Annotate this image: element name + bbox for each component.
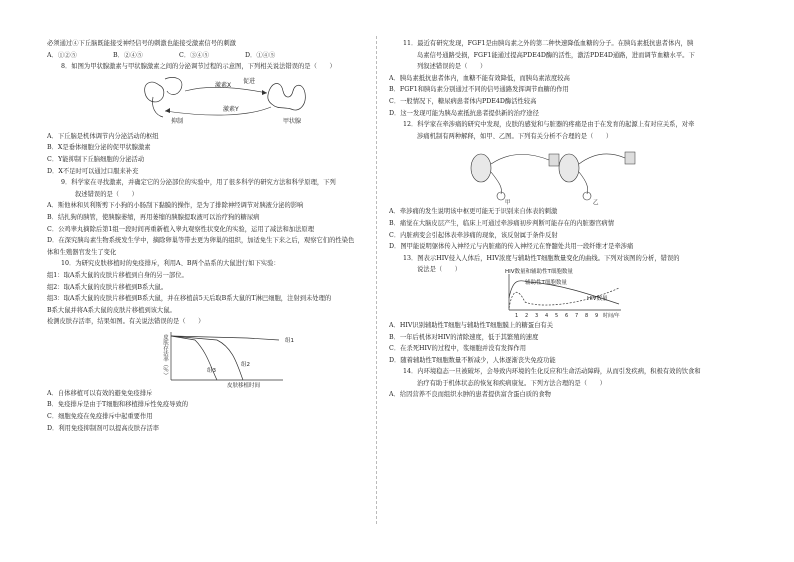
q10-option-d: D．利用免疫抑制剂可以提高皮肤存活率 (47, 424, 160, 432)
x-axis-label-13: 时间/年 (603, 312, 620, 319)
arrow-head-promote (262, 90, 267, 95)
q7-option-c: C．③④⑤ (179, 51, 210, 59)
q9-stem-1: 9．科学家在寻找激素，并确定它的分泌部位的实验中，用了很多科学的研究方法和科学原理，下列 (61, 179, 336, 187)
q10-group-2: 组2：取A系大鼠的皮肤片移植到B系大鼠。 (47, 283, 168, 291)
q9-option-c: C．公鸡睾丸摘除后第1组一段时间再重新植入睾丸观察性状变化的实验，运用了减法和加法原理 (47, 225, 314, 233)
q8-option-b: B．X是垂体细胞分泌的促甲状腺激素 (47, 144, 151, 152)
q11-stem-1: 11．最近有研究发现，FGF1是由胰岛素之外的第二种快速降低血糖的分子。在胰岛素抵抗患者体内，胰 (403, 40, 694, 47)
q8-option-d: D．X不足时可以通过口服来补充 (47, 167, 139, 175)
q7-option-b: B．②④⑤ (113, 51, 143, 59)
tick-6: 6 (565, 312, 569, 319)
q11-option-b: B．FGF1和胰岛素分别通过不同的信号通路发挥调节血糖的作用 (389, 86, 569, 94)
q12-stem-2: 涉痛机制有两种解释，如甲、乙图。下列有关分析不合理的是（ ） (417, 132, 613, 140)
q8-option-c: C．Y能抑制下丘脑细胞的分泌活动 (47, 155, 145, 163)
q12-figure (389, 142, 734, 206)
q14-stem-1: 14．内环境稳态一旦被破坏，会导致内环境的生化反应和生命活动障碍，从而引发疾病，积极有效的饮食和 (403, 368, 701, 376)
tick-7: 7 (575, 312, 579, 319)
q9-stem-2: 叙述错误的是（ ） (75, 190, 138, 198)
q11-option-a: A．胰岛素抵抗患者体内，血糖不能有效降低，而胰岛素浓度较高 (389, 74, 570, 82)
hiv-t-cell-chart (389, 268, 734, 320)
q12-option-d: D．图甲能说明躯体传入神经元与内脏痛的传入神经元在脊髓处共用一段纤维才是牵涉痛 (389, 243, 634, 251)
q9-option-d-cont: 体和生殖器官发生了变化 (47, 248, 117, 256)
hypothalamus-shape (165, 77, 182, 94)
nerve-a-2 (491, 172, 502, 194)
spinal-cord-a (471, 154, 491, 182)
tick-8: 8 (585, 312, 589, 319)
q8-stem: 8．如图为甲状腺激素与甲状腺激素之间的分泌调节过程的示意图，下列相关说法错误的是（ ） (61, 63, 336, 71)
q14-stem-2: 治疗有助于机体状态的恢复和疾病康复。下列方法合理的是（ ） (417, 379, 606, 387)
skin-b (625, 152, 635, 164)
nerve-b-2 (579, 172, 588, 194)
tick-3: 3 (535, 312, 539, 319)
label-group-1: 组1 (285, 337, 294, 344)
spinal-cord-b (559, 154, 579, 182)
label-group-2: 组2 (241, 361, 250, 368)
x-axis-label: 皮肤移植时间 (227, 382, 261, 388)
q7-option-d: D．①④⑤ (245, 51, 276, 59)
q11-stem-3: 列叙述错误的是（ ） (417, 63, 487, 71)
skin-survival-chart (47, 328, 367, 388)
label-group-3: 组3 (207, 367, 216, 374)
q11-stem-2: 岛素信号通路受损，FGF1能通过提高PDE4D酶的活性，激活PDE4D通路，进而调节血糖水平。下 (417, 51, 695, 59)
q9-option-d: D．在深究胰岛素生物系统发生学中，摘除卵巢等带去更为卵巢的组织，加适免生下来之后，观察它们的性染色 (47, 237, 355, 245)
q8-figure (47, 73, 367, 131)
q10-stem-2: 检测皮肤存活率，结果如图。有关说法错误的是（ ） (47, 318, 205, 326)
pituitary-shape (145, 82, 164, 102)
thyroid-gland-shape (268, 83, 306, 110)
q7-option-a: A．①②⑤ (47, 51, 77, 59)
tick-5: 5 (555, 312, 559, 319)
q10-figure (47, 328, 367, 388)
left-column (47, 38, 367, 434)
label-hormone-y: 激素Y (223, 105, 239, 113)
q13-stem-2: 说法是（ ） (417, 266, 462, 274)
tick-2: 2 (525, 312, 529, 319)
label-inhibit: 抑制 (171, 117, 184, 125)
q9-option-a: A．斯他林和贝利斯剪下小狗的小肠刮下黏膜的操作，是为了排除神经调节对胰液分泌的影响 (47, 202, 304, 210)
q9-option-b: B．结扎狗的胰管，使胰腺萎缩，再用萎缩的胰腺提取液可以治疗狗的糖尿病 (47, 213, 260, 221)
q10-option-b: B．免疫排斥是由于T细胞和移植排斥性免疫导致的 (47, 401, 189, 409)
tick-9: 9 (595, 312, 599, 319)
label-fig-a: 甲 (505, 200, 511, 207)
tick-1: 1 (515, 312, 519, 319)
label-hormone-x: 激素X (215, 81, 232, 89)
q10-group-3-cont: B系大鼠并将A系大鼠的皮肤片移植到该大鼠。 (47, 306, 176, 314)
column-divider (376, 36, 377, 524)
nerve-a-1 (491, 155, 549, 165)
tick-4: 4 (545, 312, 549, 319)
skin-a (549, 154, 559, 166)
right-column (389, 38, 734, 401)
q10-option-c: C．细胞免疫在免疫排斥中起重要作用 (47, 413, 153, 421)
q11-option-c: C．一般情况下，糖尿病患者体内PDE4D酶活性较高 (389, 97, 537, 105)
label-thyroid: 甲状腺 (283, 117, 302, 125)
label-promote: 促进 (243, 77, 256, 85)
q12-stem-1: 12．科学家在牵涉痛的研究中发现，皮肤的感觉和与脏器的疼痛是由于在发育的起源上有对应关系，对牵 (403, 121, 695, 129)
q10-group-1: 组1：取A系大鼠的皮肤片移植到自身的另一部位。 (47, 271, 188, 279)
arrow-inhibit (165, 107, 271, 115)
q13-option-a: A．HIV识别辅助性T细胞与辅助性T细胞膜上的糖蛋白有关 (389, 321, 554, 329)
line-group-1 (171, 336, 279, 340)
q7-options (47, 50, 367, 62)
q7-tail: 必须通过④下丘脑既能接受神经信号的刺激也能接受激素信号的刺激 (47, 40, 236, 47)
q10-group-3: 组3：取A系大鼠的皮肤片移植到B系大鼠，并在移植前5天后取B系大鼠的T淋巴细胞，注射到未处理的 (47, 295, 332, 303)
q10-option-a: A．自体移植可以有效的避免免疫排斥 (47, 389, 153, 397)
label-t-cells: 辅助性T细胞数量 (525, 279, 567, 286)
thyroid-feedback-diagram (47, 73, 367, 131)
nerve-b-1 (579, 154, 625, 164)
referred-pain-diagram (389, 142, 734, 206)
q12-option-b: B．痛觉在大脑皮层产生，临床上可通过牵涉痛初步判断可能存在的内脏器官病情 (389, 219, 615, 227)
q13-option-b: B．一年后机体对HIV的清除速度，低于其繁殖的速度 (389, 333, 539, 341)
y-axis-label: 皮肤存活率（％） (162, 333, 168, 378)
q12-option-a: A．牵涉痛的发生说明该中枢更可能无于识别来自体表的刺激 (389, 208, 558, 216)
label-fig-b: 乙 (593, 200, 599, 207)
q11-option-d: D．这一发现可能为胰岛素抵抗患者提供新的治疗途径 (389, 109, 539, 117)
q13-figure (389, 268, 734, 320)
q12-option-c: C．内脏病变会引起体表牵涉痛的现象，该反射属于条件反射 (389, 231, 558, 239)
chart-13-title: HIV数量和辅助性T细胞数量 (505, 268, 573, 275)
q13-option-c: C．在杀死HIV的过程中，浆细胞并没有发挥作用 (389, 345, 526, 353)
stalk-shape (152, 97, 163, 117)
q14-option-a: A．给因营养不良而组织水肿的患者提供富含蛋白质的食物 (389, 391, 551, 399)
q8-option-a: A．下丘脑是机体调节内分泌活动的枢纽 (47, 132, 159, 140)
arrow-head-inhibit (165, 108, 170, 113)
label-hiv: HIV数量 (587, 295, 608, 302)
x-ticks-13 (515, 313, 598, 319)
q13-option-d: D．随着辅助性T细胞数量不断减少，人体逐渐丧失免疫功能 (389, 356, 556, 364)
q10-stem-1: 10．为研究皮肤移植时的免疫排斥，利用A、B两个品系的大鼠进行如下实验： (61, 260, 280, 268)
q13-stem-1: 13．图表示HIV侵入人体后，HIV浓度与辅助性T细胞数量变化的曲线。下列对该图的分析，错误的 (403, 254, 680, 262)
